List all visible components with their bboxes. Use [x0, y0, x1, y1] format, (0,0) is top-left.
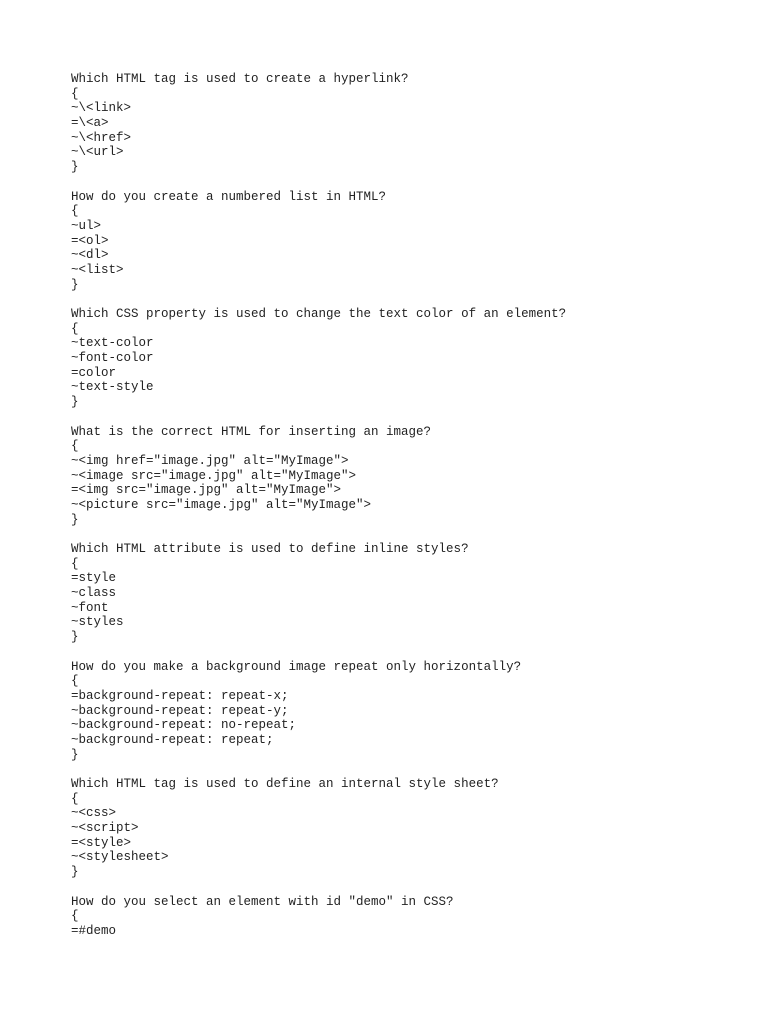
answer-option: ~\<link>: [71, 101, 132, 116]
document-page: [71, 72, 751, 953]
answer-option-correct: =#demo: [71, 923, 117, 938]
open-brace: {: [71, 909, 79, 924]
question-text: Which HTML tag is used to create a hyperlink?: [71, 72, 409, 86]
close-brace: }: [71, 630, 79, 645]
open-brace: {: [71, 791, 79, 806]
close-brace: }: [71, 160, 79, 175]
close-brace: }: [71, 277, 79, 292]
question-block: [71, 425, 751, 528]
question-text: Which CSS property is used to change the text color of an element?: [71, 307, 567, 321]
answer-option: ~font-color: [71, 351, 154, 366]
question-block: [71, 542, 751, 645]
open-brace: {: [71, 439, 79, 454]
question-text: How do you create a numbered list in HTML?: [71, 189, 387, 204]
open-brace: {: [71, 86, 79, 101]
question-block: [71, 895, 751, 939]
question-text: How do you select an element with id "demo" in CSS?: [71, 894, 454, 909]
question-block: [71, 660, 751, 763]
question-text: How do you make a background image repeat only horizontally?: [71, 659, 522, 674]
answer-option-correct: =<ol>: [71, 233, 109, 248]
answer-option-correct: =\<a>: [71, 116, 109, 131]
answer-option: ~text-color: [71, 336, 154, 351]
answer-option: ~class: [71, 586, 117, 601]
answer-option-correct: =<style>: [71, 835, 132, 850]
open-brace: {: [71, 674, 79, 689]
answer-option-correct: =style: [71, 571, 117, 586]
answer-option-correct: =<img src="image.jpg" alt="MyImage">: [71, 483, 342, 498]
close-brace: }: [71, 395, 79, 410]
answer-option: ~<picture src="image.jpg" alt="MyImage">: [71, 497, 372, 512]
answer-option-correct: =color: [71, 365, 117, 380]
question-text: Which HTML attribute is used to define inline styles?: [71, 542, 469, 556]
open-brace: {: [71, 556, 79, 571]
answer-option: ~<img href="image.jpg" alt="MyImage">: [71, 453, 349, 468]
answer-option: ~ul>: [71, 218, 102, 233]
question-block: [71, 307, 751, 410]
answer-option: ~<stylesheet>: [71, 850, 169, 865]
close-brace: }: [71, 865, 79, 880]
answer-option: ~<script>: [71, 821, 139, 836]
answer-option: ~<image src="image.jpg" alt="MyImage">: [71, 468, 357, 483]
question-text: Which HTML tag is used to define an internal style sheet?: [71, 777, 499, 791]
question-block: [71, 190, 751, 293]
answer-option: ~background-repeat: repeat;: [71, 732, 274, 747]
answer-option: ~background-repeat: repeat-y;: [71, 703, 289, 718]
open-brace: {: [71, 204, 79, 219]
answer-option: ~background-repeat: no-repeat;: [71, 718, 297, 733]
answer-option: ~\<url>: [71, 145, 124, 160]
answer-option: ~font: [71, 600, 109, 615]
answer-option: ~<css>: [71, 806, 117, 821]
answer-option: ~<list>: [71, 262, 124, 277]
answer-option-correct: =background-repeat: repeat-x;: [71, 688, 289, 703]
question-block: [71, 72, 751, 175]
open-brace: {: [71, 321, 79, 336]
answer-option: ~<dl>: [71, 248, 109, 263]
close-brace: }: [71, 747, 79, 762]
answer-option: ~text-style: [71, 380, 154, 395]
question-text: What is the correct HTML for inserting an image?: [71, 424, 432, 439]
question-block: [71, 777, 751, 880]
close-brace: }: [71, 512, 79, 527]
answer-option: ~styles: [71, 615, 124, 630]
answer-option: ~\<href>: [71, 130, 132, 145]
